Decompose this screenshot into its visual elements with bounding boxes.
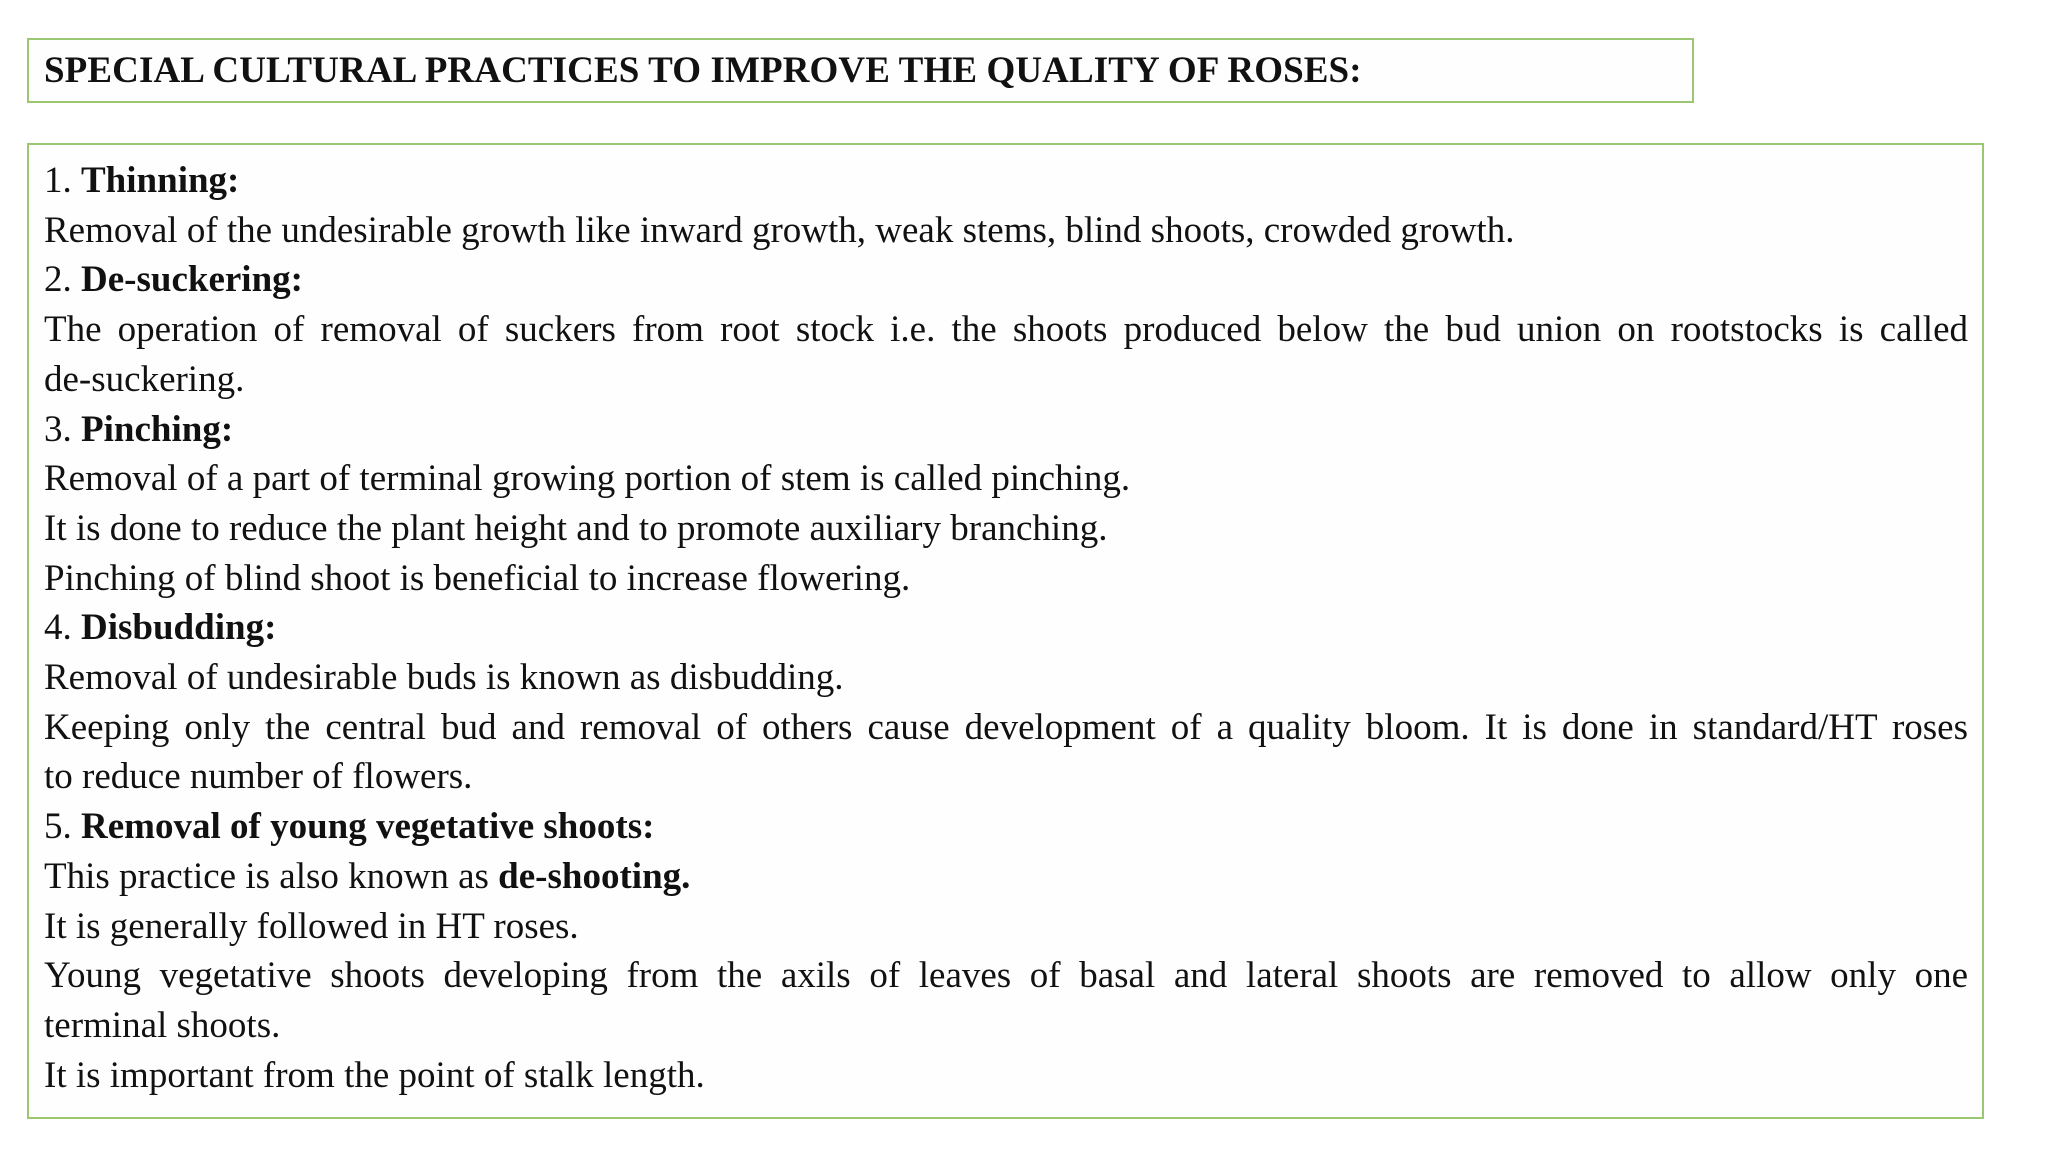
section-text: to reduce number of flowers. [44,756,473,798]
section-text: Removal of the undesirable growth like inward growth, weak stems, blind shoots, crowded growth. [44,209,1515,251]
section-text: terminal shoots. [44,1004,281,1046]
section-title: Disbudding: [81,607,277,649]
section-title: Removal of young vegetative shoots: [81,806,655,848]
section-text: Removal of undesirable buds is known as disbudding. [44,657,844,699]
section-text: It is generally followed in HT roses. [44,905,579,947]
section-text: de-suckering. [44,358,245,400]
section-text: It is done to reduce the plant height and to promote auxiliary branching. [44,507,1108,549]
section-text [44,852,1968,902]
section-number: 5. [44,806,72,848]
page-title: SPECIAL CULTURAL PRACTICES TO IMPROVE THE QUALITY OF ROSES: [44,50,1362,91]
section-heading-pinching [44,405,1968,455]
section-number: 1. [44,160,72,201]
section-text-emphasis: de-shooting. [498,855,691,897]
title-box [27,38,1694,103]
section-heading-removal-of-young-shoots [44,802,1968,852]
section-title: De-suckering: [81,259,303,301]
section-text: Pinching of blind shoot is beneficial to increase flowering. [44,557,911,599]
section-title: Pinching: [81,408,234,450]
section-text: The operation of removal of suckers from root stock i.e. the shoots produced below the bud union on rootstocks is called [44,309,1968,351]
section-heading-de-suckering [44,255,1968,305]
section-number: 2. [44,259,72,301]
section-text: It is important from the point of stalk length. [44,1054,705,1096]
section-heading-disbudding [44,603,1968,653]
content-box [27,143,1984,1119]
section-text: Keeping only the central bud and removal of others cause development of a quality bloom. It is done in standard/HT roses [44,706,1968,748]
section-number: 3. [44,408,72,450]
section-text-prefix: This practice is also known as [44,855,499,897]
section-title: Thinning: [81,160,240,201]
section-heading-thinning [44,156,1968,206]
section-text: Young vegetative shoots developing from the axils of leaves of basal and lateral shoots are removed to allow only one [44,955,1968,997]
section-number: 4. [44,607,72,649]
section-text: Removal of a part of terminal growing portion of stem is called pinching. [44,458,1131,500]
